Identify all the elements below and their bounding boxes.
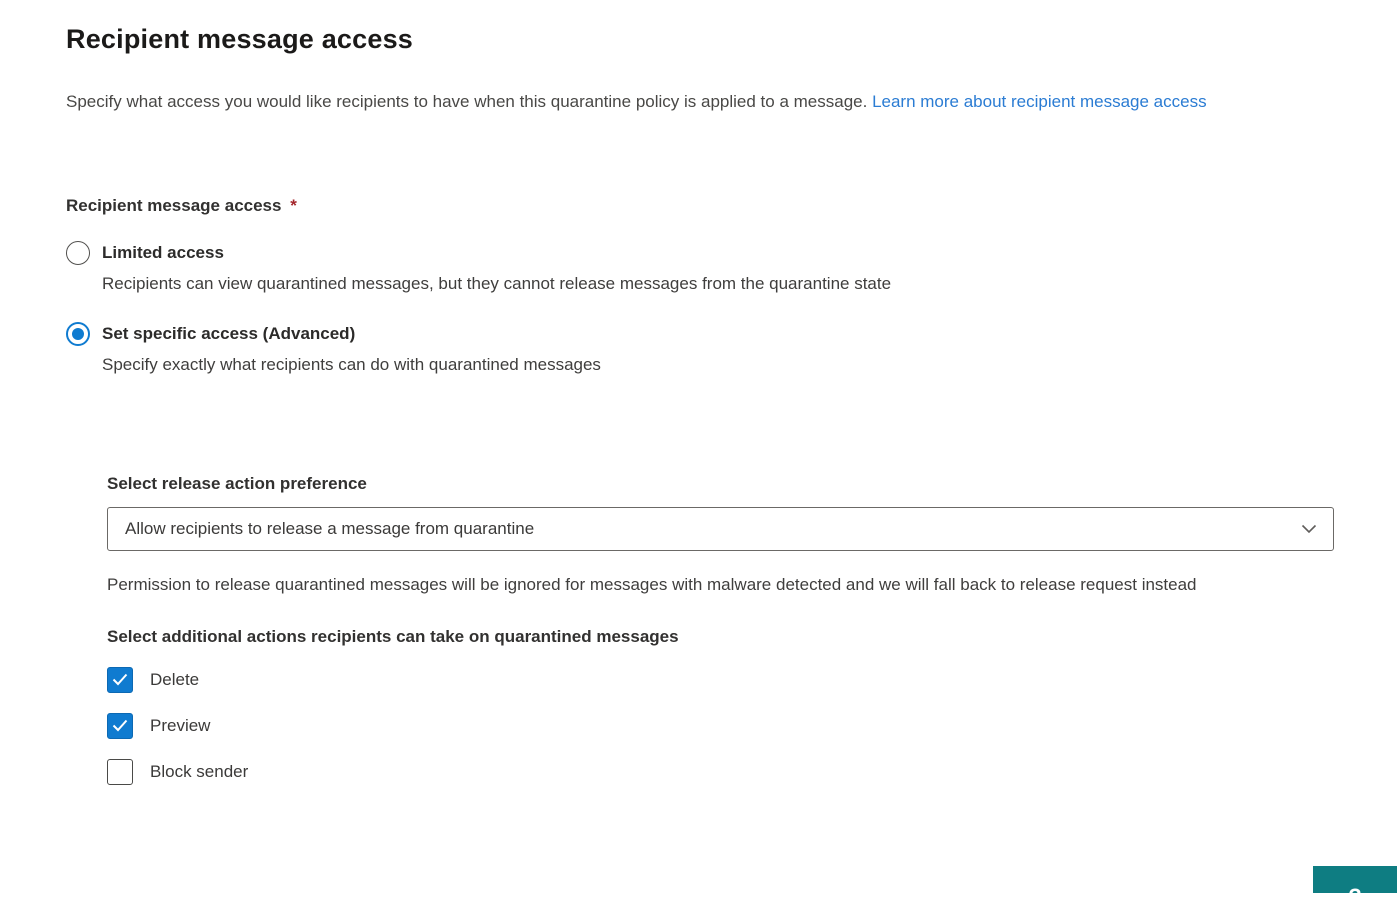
required-asterisk: * — [290, 196, 297, 215]
radio-option-limited-access[interactable] — [66, 240, 1397, 297]
checkbox-unchecked-icon[interactable] — [107, 759, 133, 785]
page-description — [66, 87, 1338, 116]
page-title: Recipient message access — [66, 24, 414, 54]
radio-unselected-icon[interactable] — [66, 241, 90, 265]
release-action-selected-value: Allow recipients to release a message from quarantine — [125, 519, 535, 538]
question-mark-icon: ? — [1348, 884, 1362, 909]
access-field-label-text: Recipient message access — [66, 196, 287, 215]
checkbox-row-preview[interactable] — [107, 712, 1397, 739]
radio-option-label: Set specific access (Advanced) — [102, 324, 356, 343]
access-field-label — [66, 196, 1397, 216]
chevron-down-icon[interactable] — [1301, 524, 1317, 534]
radio-option-label: Limited access — [102, 243, 224, 262]
checkbox-checked-icon[interactable] — [107, 667, 133, 693]
radio-selected-icon[interactable] — [66, 322, 90, 346]
checkbox-label: Preview — [150, 715, 211, 735]
release-action-dropdown[interactable] — [107, 507, 1334, 551]
page-description-text: Specify what access you would like recipients to have when this quarantine policy is applied to a message. — [66, 92, 873, 111]
learn-more-link[interactable]: Learn more about recipient message access — [872, 92, 1207, 111]
checkbox-checked-icon[interactable] — [107, 713, 133, 739]
advanced-access-section — [107, 474, 1397, 785]
checkbox-label: Block sender — [150, 761, 249, 781]
checkbox-label: Delete — [150, 669, 200, 689]
checkbox-row-delete[interactable] — [107, 666, 1397, 693]
radio-option-text — [102, 240, 891, 297]
feedback-help-button[interactable] — [1313, 866, 1397, 909]
radio-option-set-specific-access[interactable] — [66, 321, 1397, 378]
radio-option-description: Recipients can view quarantined messages, but they cannot release messages from the quarantine state — [102, 274, 892, 293]
radio-option-description: Specify exactly what recipients can do with quarantined messages — [102, 355, 601, 374]
release-action-help-text: Permission to release quarantined messages will be ignored for messages with malware detected and we will fall back to release request instead — [107, 575, 1197, 594]
additional-actions-label: Select additional actions recipients can take on quarantined messages — [107, 627, 679, 646]
checkbox-row-block-sender[interactable] — [107, 758, 1397, 785]
radio-option-text — [102, 321, 601, 378]
release-action-label: Select release action preference — [107, 474, 367, 493]
